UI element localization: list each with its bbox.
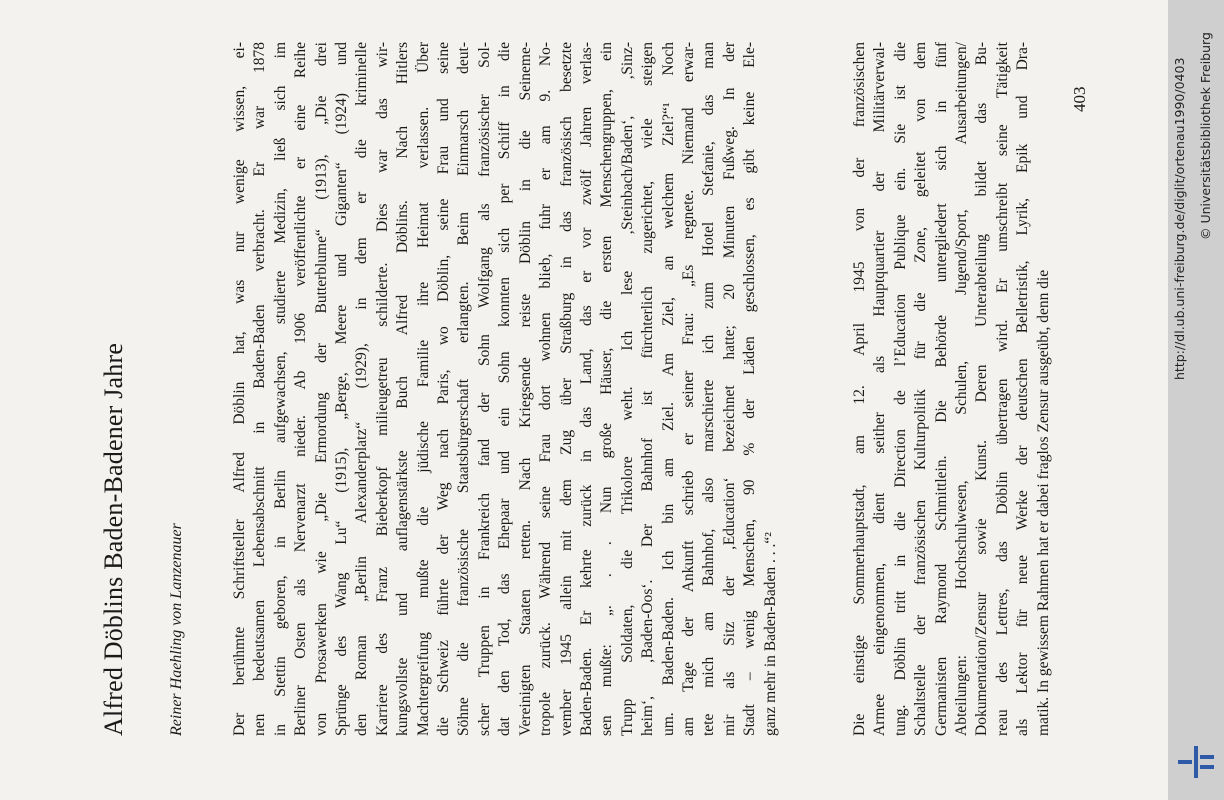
library-sidebar [1168, 0, 1224, 800]
text-line: Sprünge des Wang Lu“ (1915), „Berge, Meere und Giganten“ (1924) und [333, 42, 351, 736]
text-line: ganz mehr in Baden-Baden . . .“² [761, 532, 779, 736]
text-line: sen mußte: „. . . Nun große Häuser, die ersten Menschengruppen, ein [598, 42, 616, 736]
text-line: als Lektor für neue Werke der deutschen Belletristik, Lyrik, Epik und Dra- [1014, 42, 1032, 736]
text-line: um. Baden-Baden. Ich bin am Ziel. Am Ziel, an welchem Ziel?“¹ Noch [659, 42, 677, 736]
logo-bar-right-bottom [1200, 765, 1214, 769]
text-line: von Prosawerken wie „Die Ermordung der Butterblume“ (1913), „Die drei [312, 42, 330, 736]
sidebar-rotated-text [1168, 0, 1224, 800]
text-line: Karriere des Franz Bieberkopf milieugetreu schilderte. Dies war das wir- [373, 42, 391, 736]
source-url-link[interactable]: http://dl.ub.uni-freiburg.de/diglit/ortenau1990/0403 [1172, 57, 1187, 380]
text-line: Vereinigten Staaten retten. Nach Kriegsende reiste Döblin in die Seineme- [516, 42, 534, 736]
text-line: Dokumentation/Zensur sowie Kunst. Deren Unterabteilung bildet das Bu- [973, 42, 991, 736]
text-line: Stadt – wenig Menschen, 90 % der Läden geschlossen, es gibt keine Ele- [741, 42, 759, 736]
text-line: die Schweiz führte der Weg nach Paris, wo Döblin, seine Frau und seine [435, 42, 453, 736]
page-number: 403 [1070, 86, 1089, 112]
article-author: Reiner Haehling von Lanzenauer [168, 523, 185, 736]
copyright-notice: © Universitätsbibliothek Freiburg [1198, 32, 1213, 240]
text-line: tete mich am Bahnhof, also marschierte ich zum Hotel Stefanie, das man [700, 42, 718, 736]
text-line: Der berühmte Schriftsteller Alfred Döblin hat, was nur wenige wissen, ei- [231, 42, 248, 736]
text-line: nen bedeutsamen Lebensabschnitt in Baden-Baden verbracht. Er war 1878 [251, 42, 269, 736]
text-line: Trupp Soldaten, die Trikolore weht. Ich lese ‚Steinbach/Baden‘, ‚Sinz- [618, 42, 636, 736]
text-line: matik. In gewissem Rahmen hat er dabei fraglos Zensur ausgeübt, denn die [1034, 269, 1052, 736]
text-line: Berliner Osten als Nervenarzt nieder. Ab 1906 veröffentlichte er eine Reihe [292, 42, 310, 736]
paragraph-1 [230, 42, 781, 736]
text-line: tropole zurück. Während seine Frau dort wohnen blieb, fuhr er am 9. No- [537, 42, 555, 736]
text-line: Germanisten Raymond Schmittlein. Die Behörde untergliedert sich in fünf [932, 42, 950, 736]
logo-bar-left [1178, 760, 1192, 764]
ub-freiburg-logo-icon [1176, 742, 1216, 782]
text-line: heim‘, ‚Baden-Oos‘. Der Bahnhof ist fürchterlich zugerichtet, viele steigen [639, 42, 657, 736]
text-line: in Stettin geboren, in Berlin aufgewachsen, studierte Medizin, ließ sich im [271, 42, 289, 736]
text-line: Baden-Baden. Er kehrte zurück in das Land, das er vor zwölf Jahren verlas- [577, 42, 595, 736]
text-line: Die einstige Sommerhauptstadt, am 12. April 1945 von der französischen [851, 42, 868, 736]
text-line: scher Truppen in Frankreich fand der Sohn Wolfgang als französischer Sol- [475, 42, 493, 736]
text-line: Abteilungen: Hochschulwesen, Schulen, Jugend/Sport, Ausarbeitungen/ [953, 42, 971, 736]
text-line: tung. Döblin tritt in die Direction de l’Education Publique ein. Sie ist die [891, 42, 909, 736]
text-line: vember 1945 allein mit dem Zug über Straßburg in das französisch besetzte [557, 42, 575, 736]
logo-bar-right-top [1200, 755, 1214, 759]
text-line: Söhne die französische Staatsbürgerschaft erlangten. Beim Einmarsch deut- [455, 42, 473, 736]
paragraph-2 [850, 42, 1054, 736]
text-line: Machtergreifung mußte die jüdische Familie ihre Heimat verlassen. Über [414, 42, 432, 736]
text-line: mir als Sitz der ‚Education‘ bezeichnet hatte; 20 Minuten Fußweg. In der [720, 42, 738, 736]
article-title: Alfred Döblins Baden-Badener Jahre [99, 342, 128, 736]
logo-bar-center [1194, 746, 1198, 778]
text-line: am Tage der Ankunft schrieb er seiner Frau: „Es regnete. Niemand erwar- [679, 42, 697, 736]
text-line: kungsvollste und auflagenstärkste Buch Alfred Döblins. Nach Hitlers [394, 42, 412, 736]
text-line: reau des Lettres, das Döblin übertragen wird. Er umschreibt seine Tätigkeit [993, 42, 1011, 736]
text-line: den Roman „Berlin Alexanderplatz“ (1929), in dem er die kriminelle [353, 42, 371, 736]
text-line: dat den Tod, das Ehepaar und ein Sohn konnten sich per Schiff in die [496, 42, 514, 736]
text-line: Armee eingenommen, dient seither als Hauptquartier der Militärverwal- [871, 42, 889, 736]
text-line: Schaltstelle der französischen Kulturpolitik für die Zone, geleitet von dem [912, 42, 930, 736]
